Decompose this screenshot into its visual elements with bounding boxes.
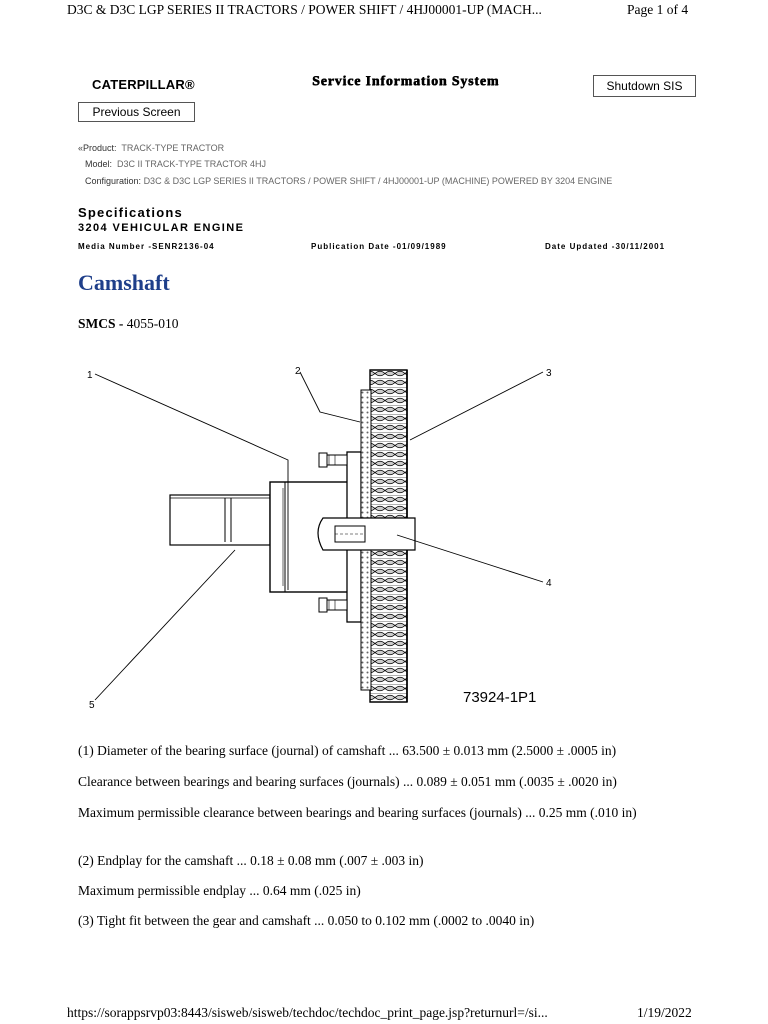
smcs-label: SMCS -	[78, 316, 124, 331]
smcs-value: 4055-010	[126, 316, 179, 331]
media-number: Media Number -SENR2136-04	[78, 242, 215, 251]
smcs-code	[78, 316, 179, 332]
print-header-title: D3C & D3C LGP SERIES II TRACTORS / POWER SHIFT / 4HJ00001-UP (MACH...	[67, 2, 542, 17]
footer-url: https://sorappsrvp03:8443/sisweb/sisweb/techdoc/techdoc_print_page.jsp?returnurl=/si...	[67, 1005, 548, 1020]
document-title: Camshaft	[78, 270, 170, 295]
camshaft-shaft	[170, 495, 270, 545]
bolt-upper	[319, 453, 347, 467]
date-updated: Date Updated -30/11/2001	[545, 242, 666, 251]
model-label: Model:	[85, 159, 113, 169]
product-row	[78, 143, 224, 153]
configuration-value: D3C & D3C LGP SERIES II TRACTORS / POWER SHIFT / 4HJ00001-UP (MACHINE) POWERED BY 3204 ENGINE	[143, 176, 613, 186]
back-arrow-icon[interactable]: «	[78, 143, 84, 153]
spec-paragraph: Maximum permissible endplay ... 0.64 mm (.025 in)	[78, 883, 361, 898]
figure-id: 73924-1P1	[463, 689, 537, 706]
spec-paragraph: (1) Diameter of the bearing surface (journal) of camshaft ... 63.500 ± 0.013 mm (2.5000 ± .0005 in)	[78, 743, 617, 758]
gear-dowel	[318, 518, 415, 550]
callout-5: 5	[89, 700, 95, 711]
callout-2: 2	[295, 366, 301, 377]
callout-1: 1	[87, 370, 93, 381]
product-value: TRACK-TYPE TRACTOR	[121, 143, 225, 153]
caterpillar-logo: CATERPILLAR®	[92, 77, 195, 92]
configuration-label: Configuration:	[85, 176, 142, 186]
engine-subheading: 3204 VEHICULAR ENGINE	[78, 222, 245, 234]
model-value: D3C II TRACK-TYPE TRACTOR 4HJ	[117, 159, 267, 169]
specifications-heading: Specifications	[78, 205, 183, 220]
spec-paragraph: Clearance between bearings and bearing surfaces (journals) ... 0.089 ± 0.051 mm (.0035 ± .0020 in)	[78, 774, 617, 789]
previous-screen-button[interactable]: Previous Screen	[78, 102, 195, 122]
footer-date: 1/19/2022	[637, 1005, 692, 1020]
publication-date: Publication Date -01/09/1989	[311, 242, 447, 251]
callout-4: 4	[546, 578, 552, 589]
spec-paragraph: Maximum permissible clearance between bearings and bearing surfaces (journals) ... 0.25 mm (.010 in)	[78, 805, 637, 820]
system-title: Service Information System	[312, 74, 500, 89]
model-row	[85, 159, 266, 169]
callout-3: 3	[546, 368, 552, 379]
bolt-lower	[319, 598, 347, 612]
spec-paragraph: (3) Tight fit between the gear and camshaft ... 0.050 to 0.102 mm (.0002 to .0040 in)	[78, 913, 535, 928]
print-header	[0, 0, 768, 22]
configuration-row	[85, 176, 612, 186]
product-label: Product:	[83, 143, 117, 153]
shutdown-sis-button[interactable]: Shutdown SIS	[593, 75, 696, 97]
spec-paragraph: (2) Endplay for the camshaft ... 0.18 ± 0.08 mm (.007 ± .003 in)	[78, 853, 424, 868]
page-number: Page 1 of 4	[627, 2, 689, 17]
camshaft-illustration	[85, 360, 585, 715]
